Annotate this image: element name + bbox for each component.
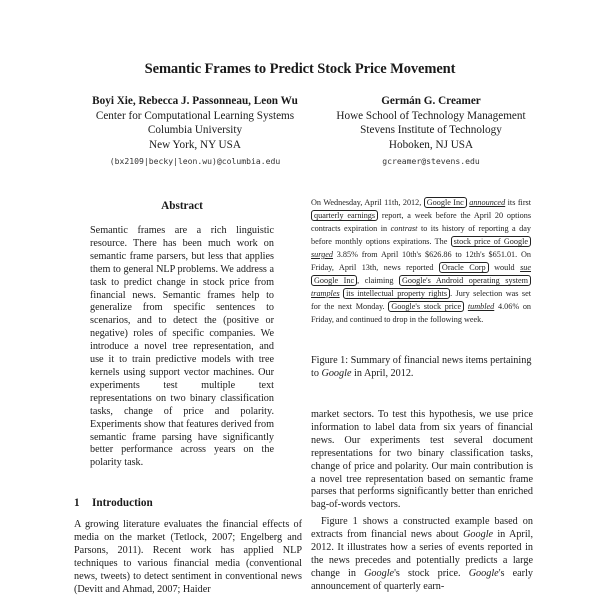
paragraph: market sectors. To test this hypothesis, we use price information to label data from six years of financial news. Our experiments test several document representations for two binary classification tasks, change of price and polarity. Our main contribution is a novel tree representation based on semantic frame parses that performs significantly better than enriched bag-of-words vectors. [311, 409, 533, 511]
figure-text: 4.06% on Friday, and continued to drop in the following week. [311, 302, 532, 324]
entity-box: Google Inc [311, 275, 357, 286]
entity-box: Google Inc [424, 197, 467, 208]
entity-box: its intellectual property rights [343, 288, 450, 299]
frame-verb: sue [520, 263, 531, 272]
author-names: Boyi Xie, Rebecca J. Passonneau, Leon Wu [92, 95, 298, 107]
figure-text: 3.85% from April 10th's $626.86 to 12th's $651.01. On Friday, April 13th, news reported [311, 250, 531, 272]
frame-verb: tramples [311, 289, 340, 298]
author-affiliation: Center for Computational Learning Systems [95, 109, 295, 122]
author-location: Hoboken, NJ USA [388, 138, 474, 151]
paragraph-text: Figure 1 shows a constructed example based on extracts from financial news about [311, 516, 533, 541]
figure-text: would [494, 263, 515, 272]
section-heading-introduction [74, 497, 153, 509]
paragraph-text: in April, 2012. It illustrates how a series of events reported in the news precedes and potentially predicts a large change in [311, 529, 534, 579]
entity-box: quarterly earnings [311, 210, 378, 221]
frame-verb: surged [311, 250, 333, 259]
figure-text: its first [507, 198, 532, 207]
entity-box: Oracle Corp [439, 262, 489, 273]
entity-box: stock price of Google [451, 236, 531, 247]
abstract-text: Semantic frames are a rich linguistic resource. There has been much work on semantic frame parsers, but less that applies them to general NLP problems. We address a task to predict change in stock price from financial news. Semantic frames help to generalize from specific sentences to scenarios, and to detect the (positive or negative) roles of specific companies. We introduce a novel tree representation, and use it to train predictive models with tree kernels using support vector machines. Our experiments test multiple text representations on two binary classification tasks, change of price and polarity. Experiments show that features derived from semantic frame parsing have significantly better performance across years on the polarity task. [90, 225, 274, 469]
paragraph-text: 's early announcement of quarterly earn- [311, 567, 534, 592]
author-institution: Stevens Institute of Technology [360, 124, 502, 137]
paragraph-italic: Google [468, 567, 499, 579]
figure-text: , claiming [357, 276, 394, 285]
author-location: New York, NY USA [149, 138, 241, 151]
paragraph-text: 's stock price. [394, 567, 461, 579]
caption-text: Summary of financial news items pertaining to [311, 355, 532, 379]
figure-text: On Wednesday, April 11th, 2012, [311, 198, 422, 207]
caption-italic: Google [321, 367, 352, 379]
author-block-columbia [70, 94, 320, 169]
figure-text: report, a week before the April 20 options contracts expiration in [311, 211, 532, 233]
figure-text: . Jury selection was set for the next Monday. [311, 289, 532, 311]
paragraph-italic: Google [364, 567, 395, 579]
right-column-text [311, 409, 533, 594]
frame-verb: tumbled [467, 302, 495, 311]
figure-italic: contrast [390, 224, 418, 233]
figure-text: to its history of reporting a day before monthly options expirations. The [311, 224, 532, 246]
section-title: Introduction [92, 497, 153, 509]
abstract-heading: Abstract [161, 200, 203, 212]
figure-caption [311, 355, 533, 381]
introduction-text: A growing literature evaluates the financial effects of media on the market (Tetlock, 2007; Engelberg and Parsons, 2011). Recent work has applied NLP techniques to various financial media (conventional news, tweets) to detect sentiment in conventional news (Devitt and Ahmad, 2007; Haider [74, 519, 302, 595]
paragraph [311, 516, 533, 593]
paper-title: Semantic Frames to Predict Stock Price Movement [144, 61, 456, 77]
author-block-stevens [316, 94, 546, 169]
caption-text-end: in April, 2012. [354, 367, 414, 379]
entity-box: Google's stock price [388, 301, 464, 312]
frame-verb: announced [469, 198, 506, 207]
caption-label: Figure 1: [311, 355, 349, 366]
figure-1-news-summary [311, 196, 531, 326]
author-names: Germán G. Creamer [381, 95, 481, 107]
entity-box: Google's Android operating system [399, 275, 531, 286]
author-email: (bx2109|becky|leon.wu)@columbia.edu [109, 156, 281, 167]
author-email: gcreamer@stevens.edu [382, 156, 480, 167]
author-affiliation: Howe School of Technology Management [336, 109, 526, 122]
author-institution: Columbia University [147, 124, 243, 137]
section-number: 1 [74, 497, 80, 509]
paragraph-italic: Google [463, 529, 494, 541]
